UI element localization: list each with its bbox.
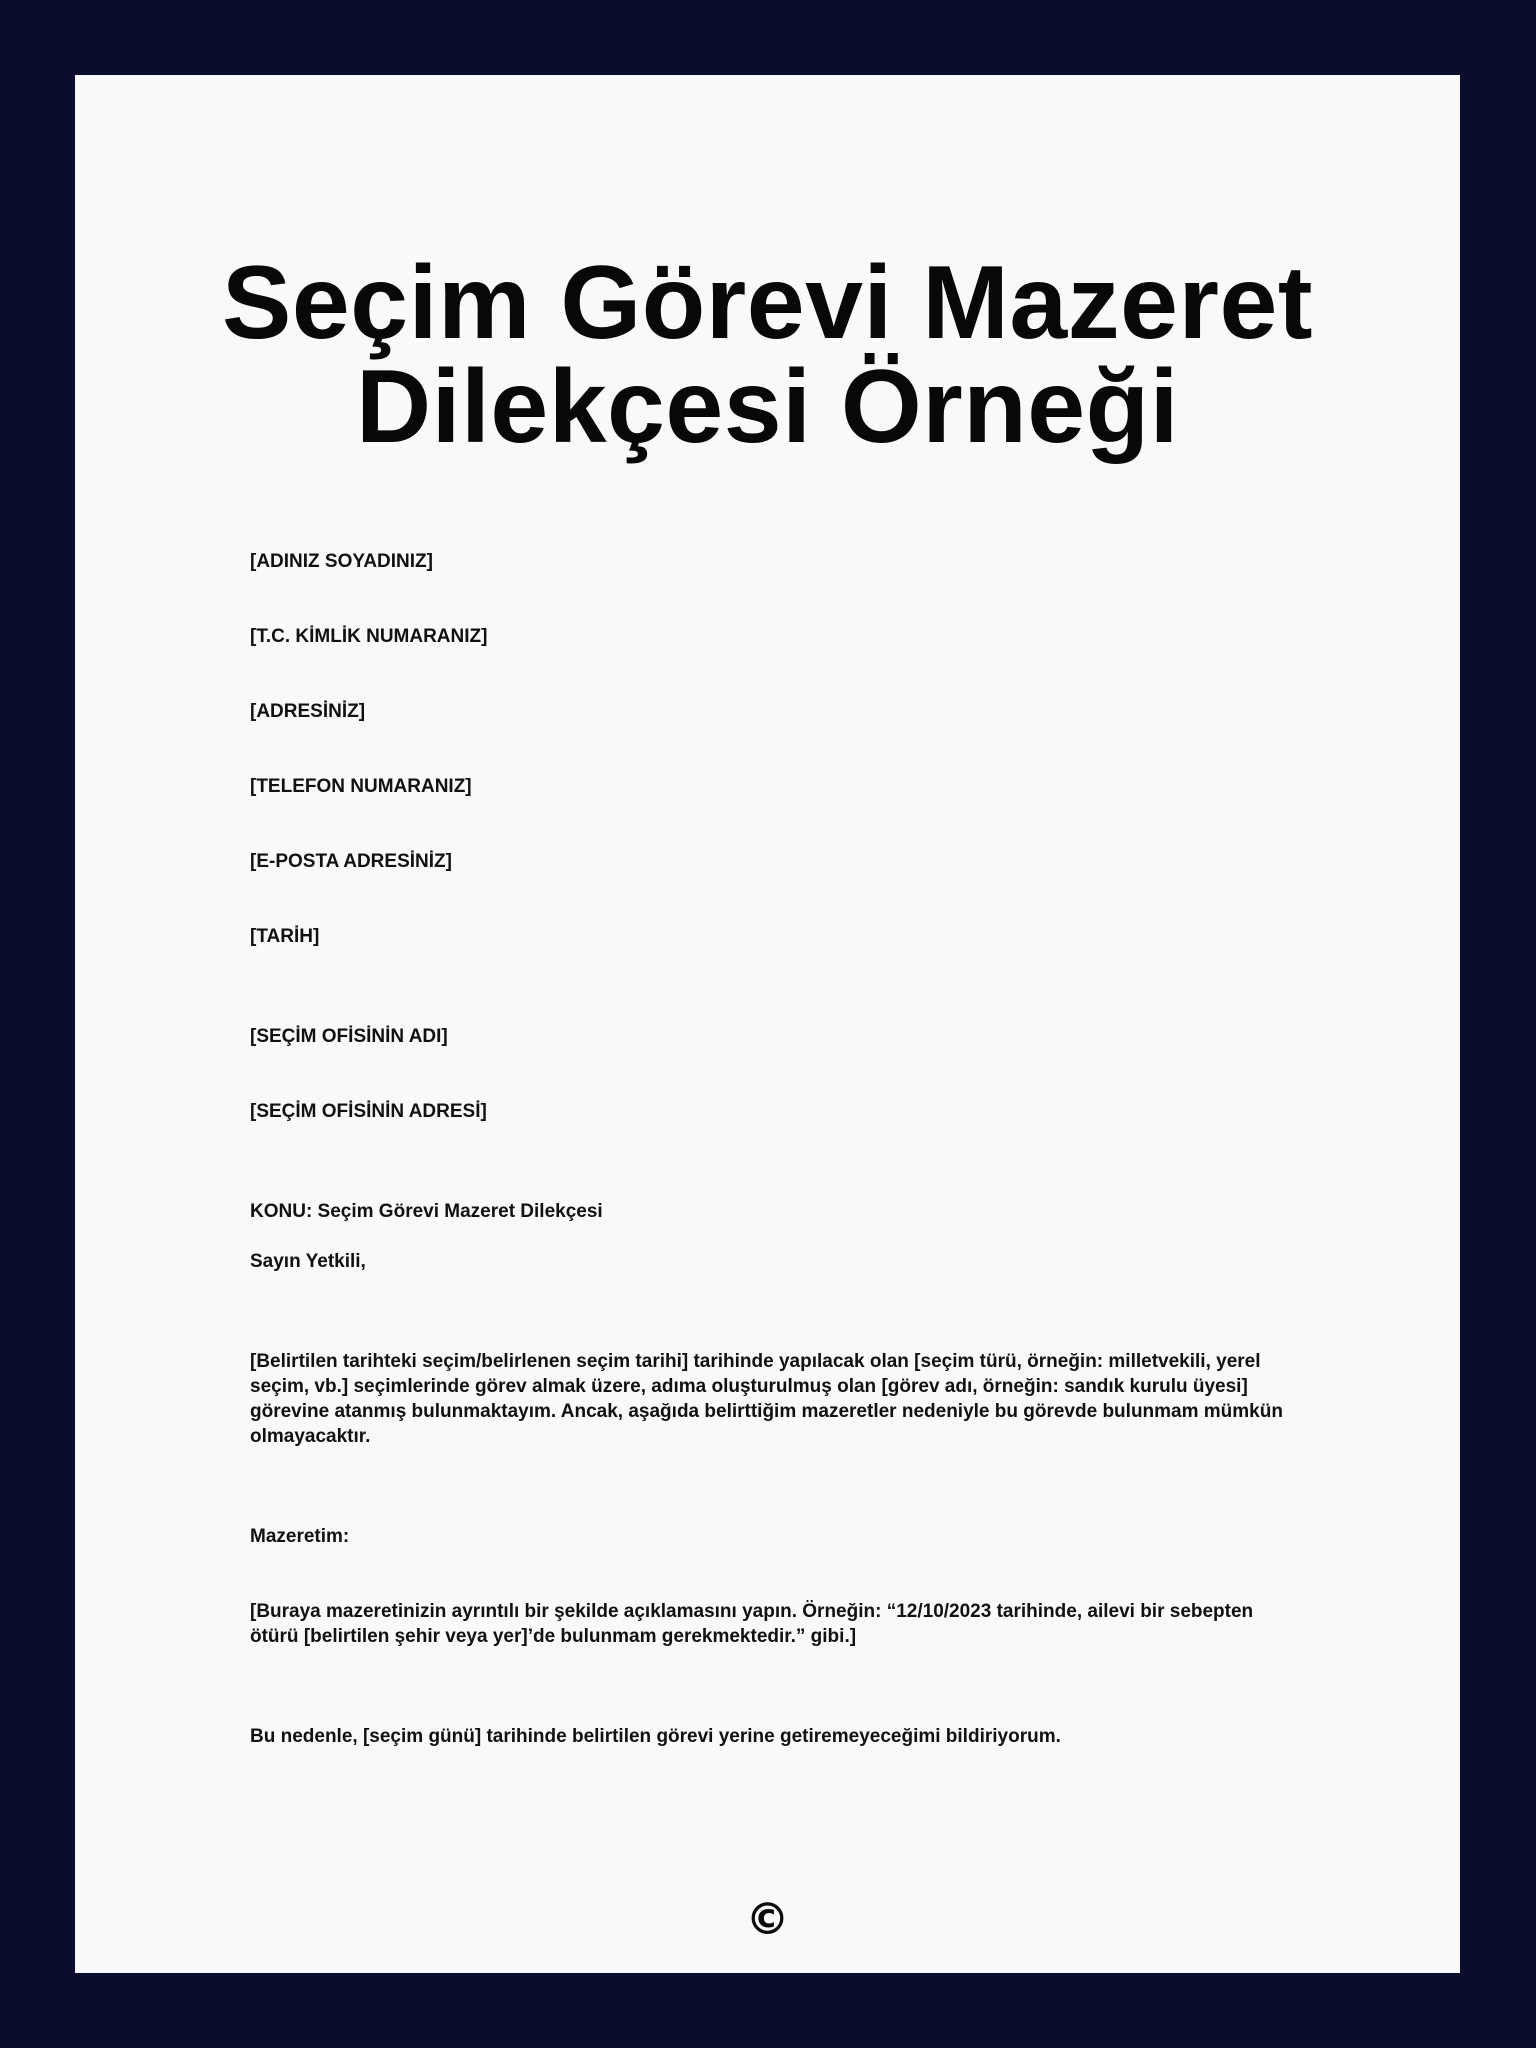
body-paragraph: [Belirtilen tarihteki seçim/belirlenen seçim tarihi] tarihinde yapılacak olan [seçim türü, örneğin: milletvekili, yerel seçim, vb.] seçimlerinde görev almak üzere, adıma oluşturulmuş olan [görev adı, örneğin: sandık kurulu üyesi] görevine atanmış bulunmaktayım. Ancak, aşağıda belirttiğim mazeretler nedeniyle bu görevde bulunmam mümkün olmayacaktır. [250,1351,1283,1447]
copyright-symbol: © [745,1894,790,1945]
document-title-line-1: Seçim Görevi Mazeret [222,245,1313,361]
sender-date: [TARİH] [250,926,320,947]
document-title [75,245,1460,465]
excuse-heading: Mazeretim: [250,1526,350,1547]
sender-email: [E-POSTA ADRESİNİZ] [250,851,452,872]
recipient-office-address: [SEÇİM OFİSİNİN ADRESİ] [250,1101,487,1122]
closing-statement: Bu nedenle, [seçim günü] tarihinde belirtilen görevi yerine getiremeyeceğimi bildiriyorum. [250,1726,1061,1747]
document-title-line-2: Dilekçesi Örneği [355,349,1180,465]
subject-line: KONU: Seçim Görevi Mazeret Dilekçesi [250,1201,603,1222]
sender-address: [ADRESİNİZ] [250,701,366,722]
greeting: Sayın Yetkili, [250,1251,366,1272]
sender-name: [ADINIZ SOYADINIZ] [250,551,433,572]
excuse-text: [Buraya mazeretinizin ayrıntılı bir şekilde açıklamasını yapın. Örneğin: “12/10/2023 tarihinde, ailevi bir sebepten ötürü [belirtilen şehir veya yer]’de bulunmam gerekmektedir.” gibi.] [250,1601,1254,1647]
sender-phone: [TELEFON NUMARANIZ] [250,776,472,797]
recipient-office-name: [SEÇİM OFİSİNİN ADI] [250,1026,448,1047]
document-page [75,75,1460,1973]
sender-tc-number: [T.C. KİMLİK NUMARANIZ] [250,626,488,647]
